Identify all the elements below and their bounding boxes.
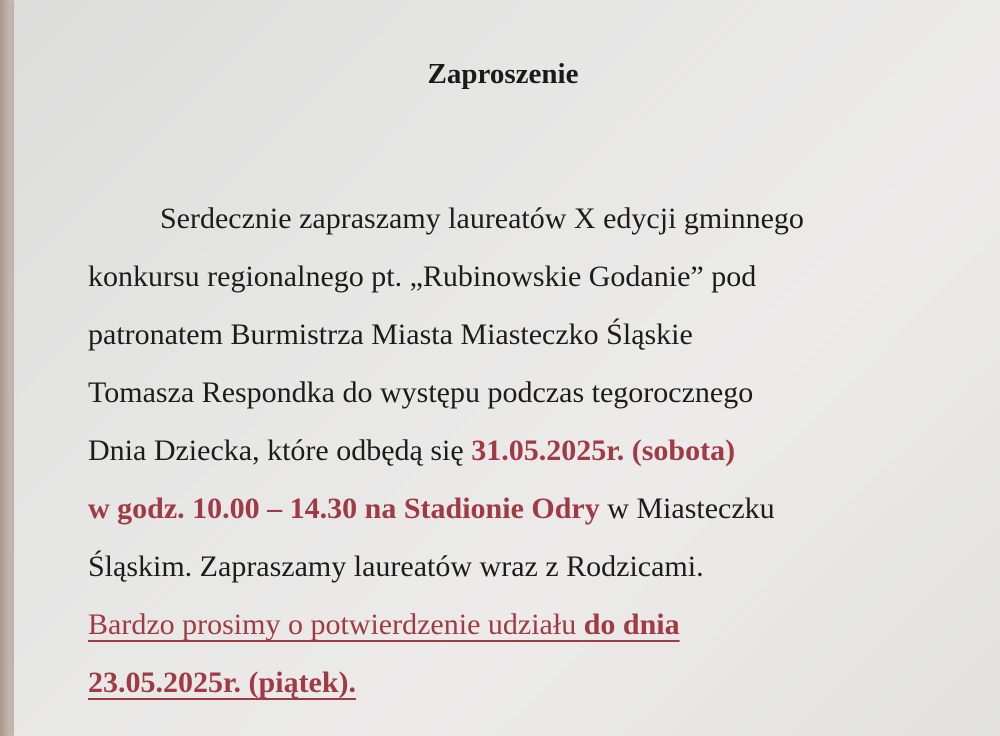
body-line-7: Śląskim. Zapraszamy laureatów wraz z Rodzicami. xyxy=(88,550,704,583)
body-line-6 xyxy=(88,480,948,538)
body-line-5-text: Dnia Dziecka, które odbędą się xyxy=(88,434,472,467)
body-line-6-text: w Miasteczku xyxy=(599,492,775,525)
confirmation-text: Bardzo prosimy o potwierdzenie udziału xyxy=(88,608,584,641)
body-line-3: patronatem Burmistrza Miasta Miasteczko Śląskie xyxy=(88,318,693,351)
confirmation-deadline-date: 23.05.2025r. (piątek). xyxy=(88,666,357,699)
event-time-location: w godz. 10.00 – 14.30 na Stadionie Odry xyxy=(88,492,600,525)
document-title: Zaproszenie xyxy=(427,58,579,90)
body-line-4: Tomasza Respondka do występu podczas tegorocznego xyxy=(88,376,754,409)
body-line-5 xyxy=(88,422,948,480)
body-line-1: Serdecznie zapraszamy laureatów X edycji gminnego xyxy=(160,202,804,235)
invitation-body xyxy=(88,190,948,712)
body-line-2: konkursu regionalnego pt. „Rubinowskie Godanie” pod xyxy=(88,260,757,293)
confirmation-deadline-label: do dnia xyxy=(583,608,680,641)
confirmation-request xyxy=(88,596,948,654)
event-date: 31.05.2025r. (sobota) xyxy=(471,434,736,467)
